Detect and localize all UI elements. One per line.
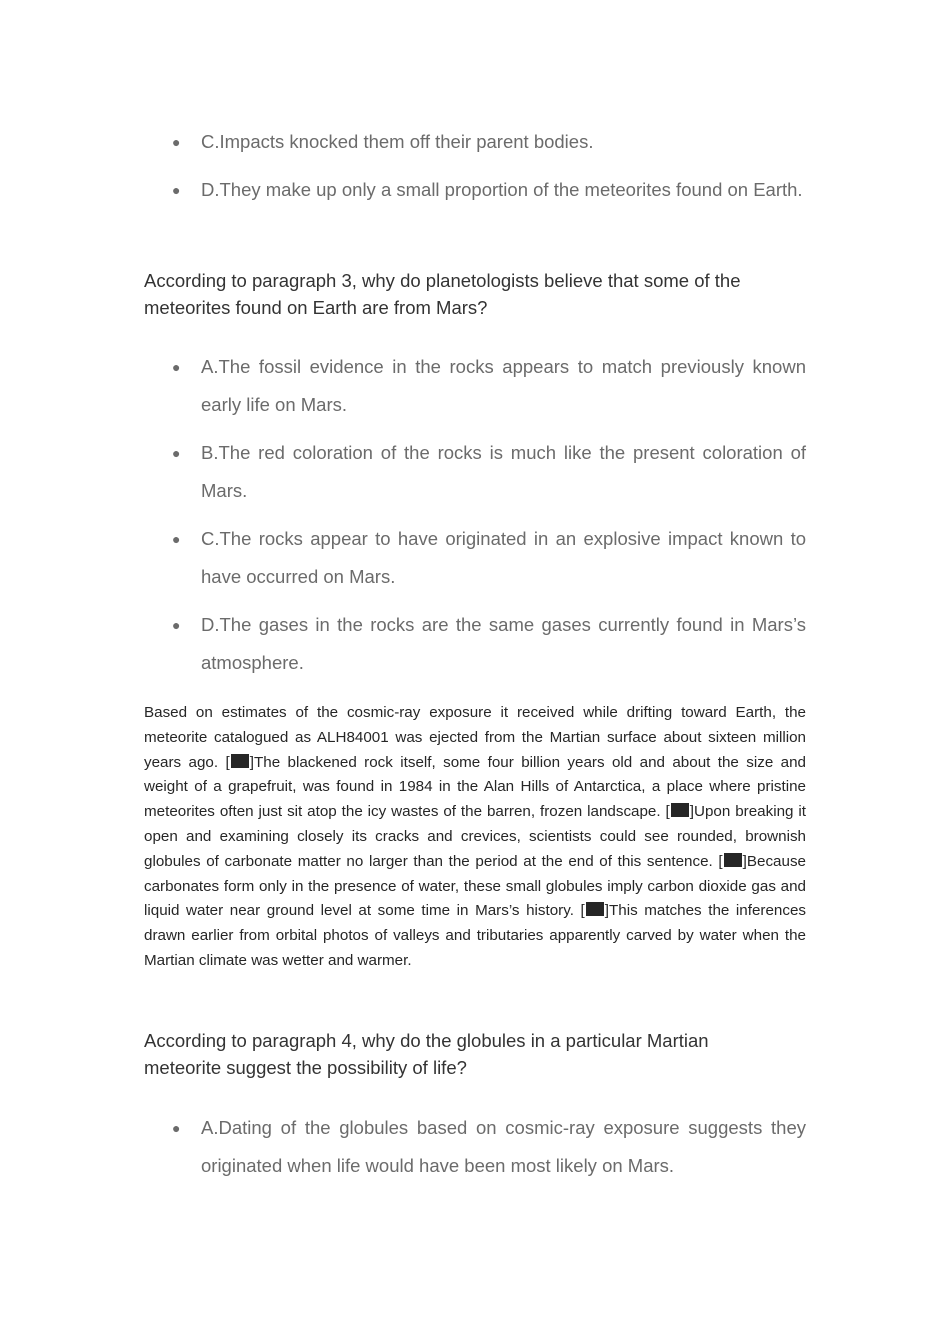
insert-square-icon[interactable]: [671, 803, 689, 817]
bullet-icon: ●: [172, 134, 181, 150]
bullet-icon: ●: [172, 617, 181, 633]
options-list-q3: [144, 348, 806, 682]
option-b[interactable]: ● B.The red coloration of the rocks is much like the present coloration of Mars.: [144, 434, 806, 510]
question-paragraph-3: According to paragraph 3, why do planetologists believe that some of the meteorites found on Earth are from Mars?: [144, 270, 741, 318]
insert-square-icon[interactable]: [724, 853, 742, 867]
options-list-previous: [144, 123, 806, 209]
bullet-icon: ●: [172, 182, 181, 198]
passage-sentence: Upon breaking it open and examining closely its cracks and crevices, scientists could see rounded, brownish globules of carbonate matter no larger than the period at the end of this sentence.: [144, 803, 806, 870]
option-a[interactable]: ● A.The fossil evidence in the rocks appears to match previously known early life on Mars.: [144, 348, 806, 424]
passage-sentence: The blackened rock itself, some four billion years old and about the size and weight of a grapefruit, was found in 1984 in the Alan Hills of Antarctica, a place where pristine meteorites often just sit atop the icy wastes of the barren, frozen landscape.: [144, 753, 807, 821]
passage-sentence: Based on estimates of the cosmic-ray exposure it received while drifting toward Earth, the meteorite catalogued as ALH84001 was ejected from the Martian surface about sixteen million years ago.: [144, 704, 806, 771]
passage-sentence: Because carbonates form only in the presence of water, these small globules imply carbon dioxide gas and liquid water near ground level at some time in Mars’s history.: [144, 852, 806, 920]
option-a[interactable]: ● A.Dating of the globules based on cosmic-ray exposure suggests they originated when life would have been most likely on Mars.: [144, 1109, 806, 1185]
bullet-icon: ●: [172, 1120, 181, 1136]
option-c[interactable]: ● C.Impacts knocked them off their parent bodies.: [144, 123, 806, 161]
option-d[interactable]: ● D.They make up only a small proportion of the meteorites found on Earth.: [144, 171, 806, 209]
passage-sentence: This matches the inferences drawn earlier from orbital photos of valleys and tributaries apparently carved by water when the Martian climate was wetter and warmer.: [144, 902, 806, 969]
options-list-q4: [144, 1109, 806, 1185]
insert-square-icon[interactable]: [231, 754, 249, 768]
bullet-icon: ●: [172, 359, 181, 375]
passage-paragraph-4: Based on estimates of the cosmic-ray exposure it received while drifting toward Earth, the meteorite catalogued as ALH84001 was ejected from the Martian surface about sixteen million years ago. [ ]The blackened rock itself, some four billion years old and about the size and weight of a grapefruit, was found in 1984 in the Alan Hills of Antarctica, a place where pristine meteorites often just sit atop the icy wastes of the barren, frozen landscape. [ ]Upon breaking it open and examining closely its cracks and crevices, scientists could see rounded, brownish globules of carbonate matter no larger than the period at the end of this sentence. [ ]Because carbonates form only in the presence of water, these small globules imply carbon dioxide gas and liquid water near ground level at some time in Mars’s history. [ ]This matches the inferences drawn earlier from orbital photos of valleys and tributaries apparently carved by water when the Martian climate was wetter and warmer.: [144, 704, 807, 969]
bullet-icon: ●: [172, 445, 181, 461]
option-c[interactable]: ● C.The rocks appear to have originated in an explosive impact known to have occurred on Mars.: [144, 520, 806, 596]
option-d[interactable]: ● D.The gases in the rocks are the same gases currently found in Mars’s atmosphere.: [144, 606, 806, 682]
bullet-icon: ●: [172, 531, 181, 547]
insert-square-icon[interactable]: [586, 902, 604, 916]
question-paragraph-4: According to paragraph 4, why do the globules in a particular Martian meteorite suggest the possibility of life?: [144, 1030, 709, 1078]
